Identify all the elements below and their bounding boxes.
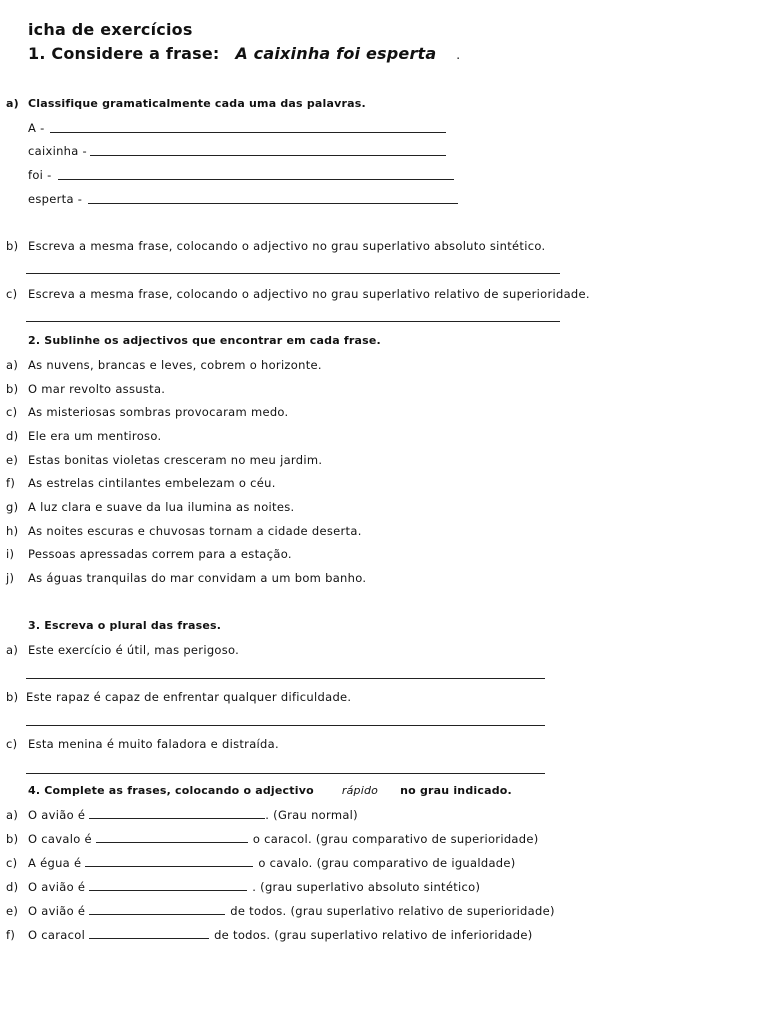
q4-item-before: O avião é [28, 880, 86, 894]
q2-item-label: c) [6, 405, 18, 419]
q4-item-before: O caracol [28, 928, 86, 942]
q2-item [6, 476, 276, 490]
q4-item-before: O cavalo é [28, 832, 92, 846]
q2-item-text: As noites escuras e chuvosas tornam a cidade deserta. [28, 524, 362, 538]
question-4-title [28, 784, 512, 797]
q4-item-label: b) [6, 832, 19, 846]
q4-blank[interactable] [89, 808, 265, 819]
q4-item-after: . (grau superlativo absoluto sintético) [252, 880, 481, 894]
q4-blank[interactable] [85, 856, 253, 867]
q3-item-text: Esta menina é muito faladora e distraída. [28, 737, 279, 751]
q2-item-label: i) [6, 547, 15, 561]
q3-item-label: a) [6, 643, 19, 657]
q4-item-after: . (Grau normal) [265, 808, 358, 822]
q4-item [6, 928, 533, 942]
q3-item [6, 690, 351, 704]
q2-item-label: d) [6, 429, 19, 443]
q2-item-label: g) [6, 500, 19, 514]
section-a-label: a) [6, 97, 19, 110]
word-foi-answer-line[interactable] [58, 179, 454, 180]
q2-item-label: e) [6, 453, 19, 467]
word-caixinha-label: caixinha - [28, 144, 87, 158]
q4-item-label: c) [6, 856, 18, 870]
q3-item-text: Este exercício é útil, mas perigoso. [28, 643, 240, 657]
q2-item [6, 358, 322, 372]
word-a-answer-line[interactable] [50, 132, 446, 133]
q4-blank[interactable] [96, 832, 248, 843]
q2-item-text: Ele era um mentiroso. [28, 429, 162, 443]
q3-answer-line[interactable] [26, 773, 545, 774]
word-caixinha-answer-line[interactable] [90, 155, 446, 156]
question-1-prefix: . Considere a frase: [39, 44, 220, 63]
question-1-end: . [456, 48, 461, 62]
question-4-title-before: 4. Complete as frases, colocando o adjectivo [28, 784, 314, 797]
q2-item-label: f) [6, 476, 16, 490]
q2-item [6, 547, 292, 561]
q3-item-label: b) [6, 690, 19, 704]
word-esperta-label: esperta - [28, 192, 83, 206]
q2-item-text: Estas bonitas violetas cresceram no meu jardim. [28, 453, 323, 467]
q4-item-before: O avião é [28, 904, 86, 918]
q4-item-label: f) [6, 928, 16, 942]
q4-item [6, 904, 555, 918]
q2-item [6, 500, 295, 514]
word-esperta-answer-line[interactable] [88, 203, 458, 204]
q4-item [6, 808, 358, 822]
q2-item [6, 429, 161, 443]
question-1-heading [28, 44, 460, 63]
q4-item [6, 856, 516, 870]
q4-item-label: d) [6, 880, 19, 894]
q4-blank[interactable] [89, 904, 225, 915]
q2-item-text: As águas tranquilas do mar convidam a um bom banho. [28, 571, 367, 585]
question-4-title-after: no grau indicado. [400, 784, 512, 797]
q3-answer-line[interactable] [26, 725, 545, 726]
q2-item-text: As misteriosas sombras provocaram medo. [28, 405, 289, 419]
q2-item [6, 453, 322, 467]
q2-item-text: O mar revolto assusta. [28, 382, 166, 396]
section-c [6, 287, 590, 301]
q4-item-before: A égua é [28, 856, 82, 870]
section-b [6, 239, 545, 253]
q2-item-label: b) [6, 382, 19, 396]
q2-item-text: Pessoas apressadas correm para a estação. [28, 547, 292, 561]
q2-item [6, 382, 165, 396]
q4-item-before: O avião é [28, 808, 86, 822]
q4-item-label: e) [6, 904, 19, 918]
q2-item-label: a) [6, 358, 19, 372]
q2-item-label: j) [6, 571, 15, 585]
word-foi-label: foi - [28, 168, 52, 182]
q2-item-text: A luz clara e suave da lua ilumina as noites. [28, 500, 295, 514]
q4-blank[interactable] [89, 928, 209, 939]
q2-item-text: As nuvens, brancas e leves, cobrem o horizonte. [28, 358, 322, 372]
q4-item [6, 880, 480, 894]
q4-blank[interactable] [89, 880, 247, 891]
q4-item-after: o caracol. (grau comparativo de superioridade) [252, 832, 539, 846]
word-a-label: A - [28, 121, 45, 135]
q3-item [6, 643, 239, 657]
q3-item-label: c) [6, 737, 18, 751]
q2-item-text: As estrelas cintilantes embelezam o céu. [28, 476, 276, 490]
q3-answer-line[interactable] [26, 678, 545, 679]
section-c-answer-line[interactable] [26, 321, 560, 322]
q2-item [6, 524, 362, 538]
section-c-text: Escreva a mesma frase, colocando o adjectivo no grau superlativo relativo de superioridade. [28, 287, 590, 301]
section-b-text: Escreva a mesma frase, colocando o adjectivo no grau superlativo absoluto sintético. [28, 239, 546, 253]
q4-item-label: a) [6, 808, 19, 822]
question-3-title: 3. Escreva o plural das frases. [28, 619, 222, 632]
question-4-adjective: rápido [341, 784, 379, 797]
section-b-label: b) [6, 239, 19, 253]
section-a-prompt: Classifique gramaticalmente cada uma das palavras. [28, 97, 366, 110]
q3-item-text: Este rapaz é capaz de enfrentar qualquer dificuldade. [26, 690, 352, 704]
section-c-label: c) [6, 287, 18, 301]
q4-item-after: de todos. (grau superlativo relativo de superioridade) [230, 904, 555, 918]
q3-item [6, 737, 279, 751]
question-1-number: 1 [28, 44, 40, 63]
q4-item-after: o cavalo. (grau comparativo de igualdade) [258, 856, 516, 870]
q2-item-label: h) [6, 524, 19, 538]
question-2-title: 2. Sublinhe os adjectivos que encontrar em cada frase. [28, 334, 381, 347]
q2-item [6, 405, 289, 419]
q4-item [6, 832, 539, 846]
question-1-phrase: A caixinha foi esperta [235, 44, 437, 63]
page-title: icha de exercícios [28, 20, 193, 39]
q2-item [6, 571, 366, 585]
q4-item-after: de todos. (grau superlativo relativo de inferioridade) [214, 928, 533, 942]
section-b-answer-line[interactable] [26, 273, 560, 274]
